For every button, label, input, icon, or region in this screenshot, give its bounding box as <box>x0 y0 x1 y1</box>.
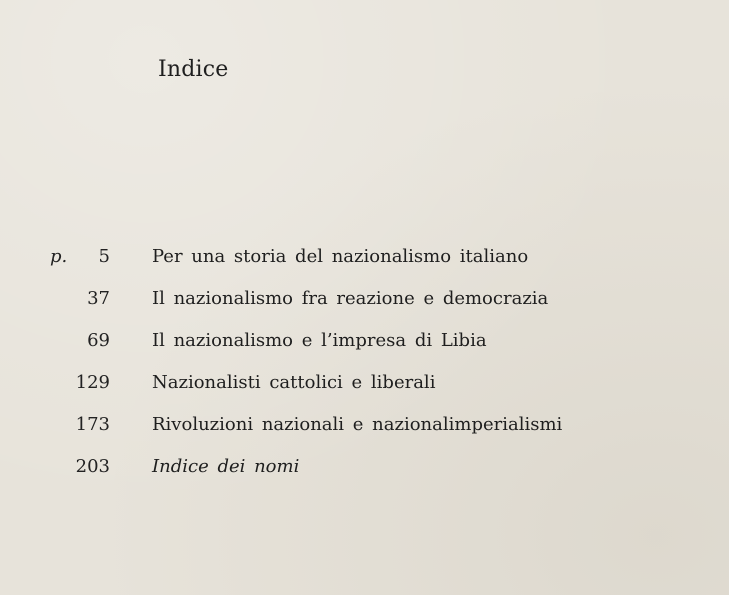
toc-title: Per una storia del nazionalismo italiano <box>152 246 529 267</box>
toc-page-number: 129 <box>75 372 110 393</box>
toc-page-number: 37 <box>87 288 110 309</box>
toc-entry <box>0 322 729 364</box>
toc-entry <box>0 364 729 406</box>
toc-title: Nazionalisti cattolici e liberali <box>152 372 436 393</box>
toc-title: Rivoluzioni nazionali e nazionalimperialismi <box>152 414 563 435</box>
toc-title: Il nazionalismo e l’impresa di Libia <box>152 330 487 351</box>
toc-title: Indice dei nomi <box>152 456 300 477</box>
toc-entry <box>0 406 729 448</box>
toc-title: Il nazionalismo fra reazione e democrazia <box>152 288 549 309</box>
toc-entry <box>0 448 729 490</box>
table-of-contents <box>0 238 729 490</box>
toc-page-number: 173 <box>75 414 110 435</box>
toc-entry <box>0 280 729 322</box>
toc-page-number: 203 <box>75 456 110 477</box>
toc-page-number: 5 <box>98 246 110 267</box>
toc-page-number: 69 <box>87 330 110 351</box>
toc-entry <box>0 238 729 280</box>
page-prefix: p. <box>50 246 68 267</box>
page-title: Indice <box>158 57 229 82</box>
